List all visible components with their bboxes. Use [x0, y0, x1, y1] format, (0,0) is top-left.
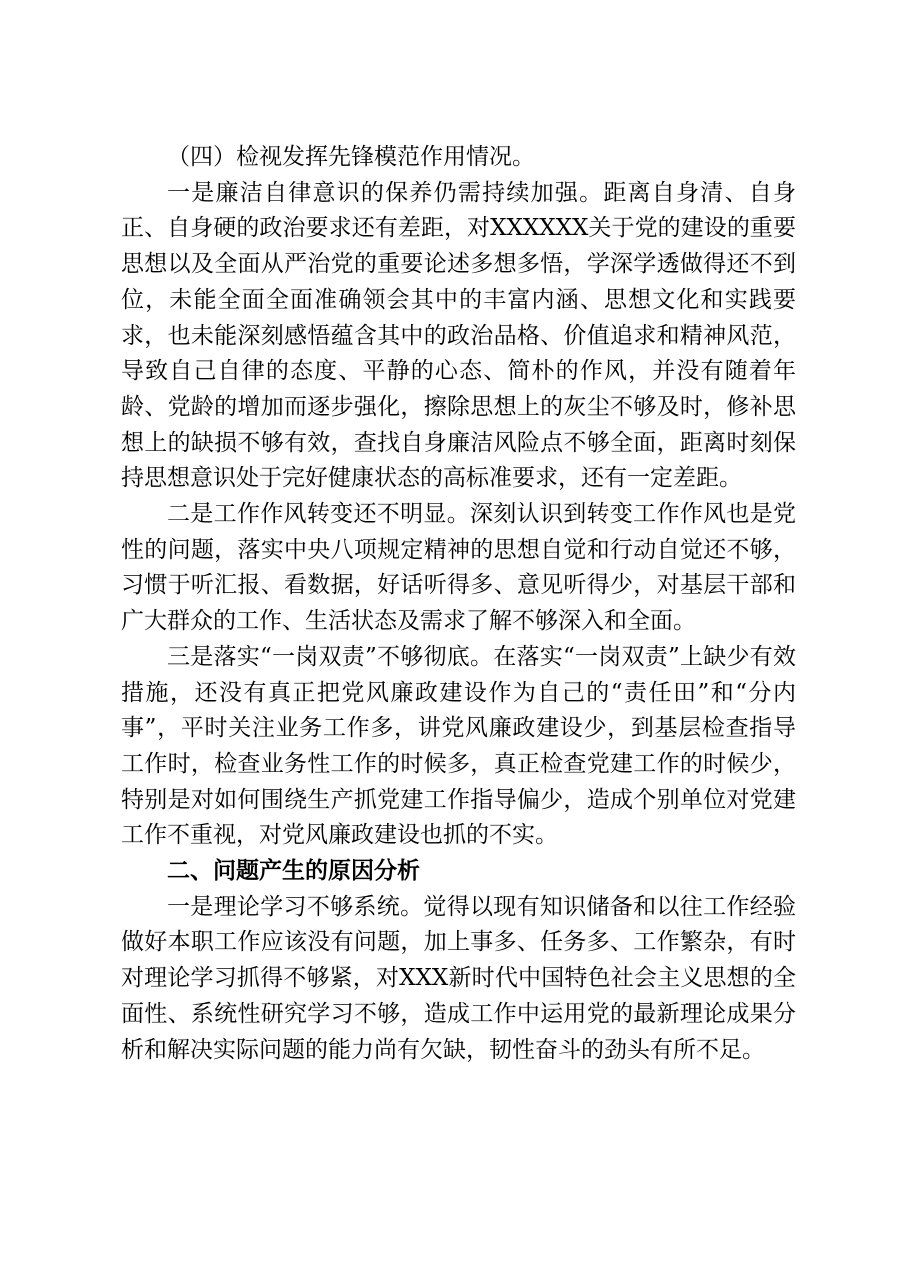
section-four-heading: （四）检视发挥先锋模范作用情况。 — [167, 144, 535, 170]
paragraph-integrity: 一是廉洁自律意识的保养仍需持续加强。距离自身清、自身正、自身硬的政治要求还有差距，对XXXXXX关于党的建设的重要思想以及全面从严治党的重要论述多想多悟，学深学透做得还不到位，未能全面全面准确领会其中的丰富内涵、思想文化和实践要求，也未能深刻感悟蕴含其中的政治品格、价值追求和精神风范，导致自己自律的态度、平静的心态、简朴的作风，并没有随着年龄、党龄的增加而逐步强化，擦除思想上的灰尘不够及时，修补思想上的缺损不够有效，查找自身廉洁风险点不够全面，距离时刻保持思想意识处于完好健康状态的高标准要求，还有一定差距。 — [121, 179, 796, 492]
document-body — [121, 140, 796, 1068]
paragraph-theory-study: 一是理论学习不够系统。觉得以现有知识储备和以往工作经验做好本职工作应该没有问题，加上事多、任务多、工作繁杂，有时对理论学习抓得不够紧，对XXX新时代中国特色社会主义思想的全面性、系统性研究学习不够，造成工作中运用党的最新理论成果分析和解决实际问题的能力尚有欠缺，韧性奋斗的劲头有所不足。 — [121, 893, 796, 1063]
paragraph-work-style: 二是工作作风转变还不明显。深刻认识到转变工作作风也是党性的问题，落实中央八项规定精神的思想自觉和行动自觉还不够，习惯于听汇报、看数据，好话听得多、意见听得少，对基层干部和广大群众的工作、生活状态及需求了解不够深入和全面。 — [121, 501, 796, 635]
paragraph-dual-duty: 三是落实“一岗双责”不够彻底。在落实“一岗双责”上缺少有效措施，还没有真正把党风廉政建设作为自己的“责任田”和“分内事”，平时关注业务工作多，讲党风廉政建设少，到基层检查指导工作时，检查业务性工作的时候多，真正检查党建工作的时候少，特别是对如何围绕生产抓党建工作指导偏少，造成个别单位对党建工作不重视，对党风廉政建设也抓的不实。 — [121, 643, 796, 849]
section-two-heading: 二、问题产生的原因分析 — [167, 858, 420, 885]
